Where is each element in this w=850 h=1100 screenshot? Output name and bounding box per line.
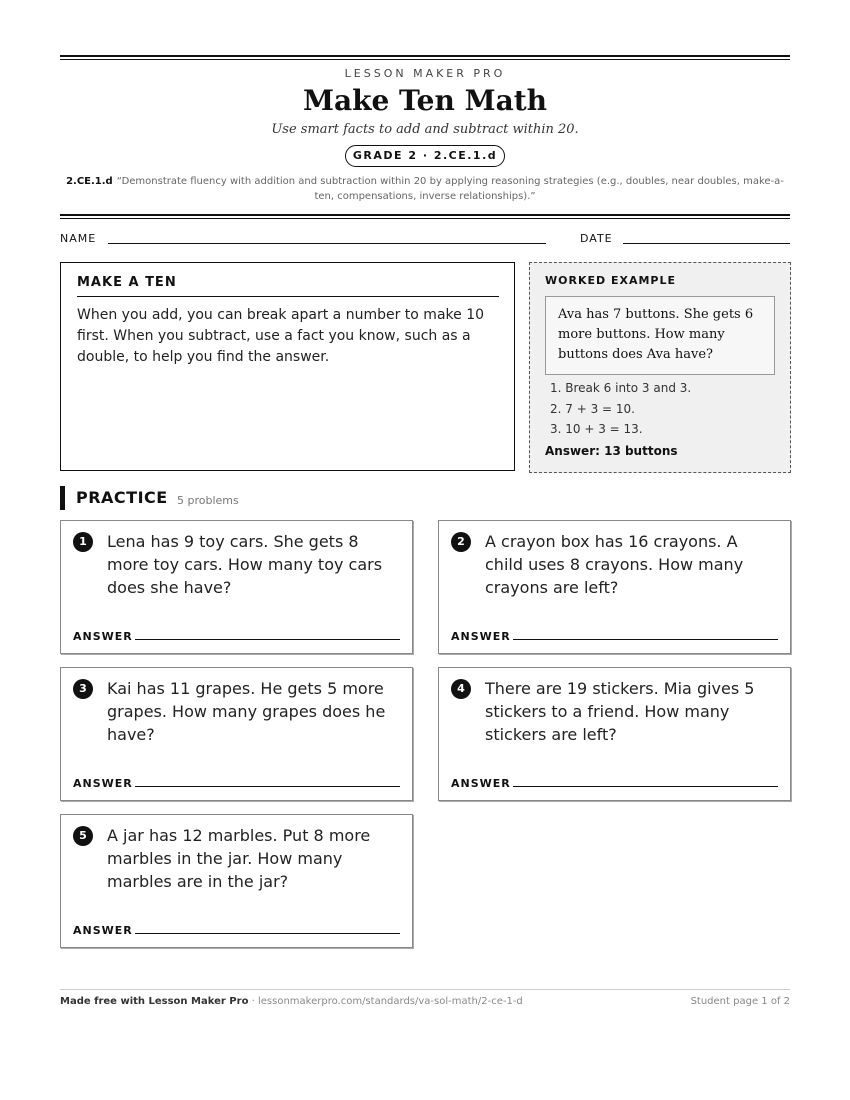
problem-number: 2 <box>451 532 471 552</box>
header-bottom-rule <box>60 214 790 216</box>
answer-label: ANSWER <box>451 777 511 790</box>
worked-example-heading: WORKED EXAMPLE <box>545 274 676 287</box>
worked-example-question: Ava has 7 buttons. She gets 6 more buttons. How many buttons does Ava have? <box>545 296 775 375</box>
answer-label: ANSWER <box>73 777 133 790</box>
answer-field[interactable] <box>135 786 400 787</box>
header-bottom-rule-thin <box>60 218 790 219</box>
answer-field[interactable] <box>135 933 400 934</box>
practice-title: PRACTICE <box>76 488 168 507</box>
problem-number: 1 <box>73 532 93 552</box>
footer-url[interactable]: · lessonmakerpro.com/standards/va-sol-math/2-ce-1-d <box>248 996 523 1007</box>
footer-page-number: Student page 1 of 2 <box>690 996 790 1007</box>
worked-example-answer: Answer: 13 buttons <box>545 444 678 458</box>
worked-example-step: 1. Break 6 into 3 and 3. <box>550 381 692 395</box>
top-rule-thin <box>60 59 790 60</box>
problem-text: There are 19 stickers. Mia gives 5 stickers to a friend. How many stickers are left? <box>485 679 755 744</box>
date-field[interactable] <box>623 243 790 244</box>
footer-made-with: Made free with Lesson Maker Pro <box>60 996 249 1007</box>
problem-card-5 <box>60 814 413 948</box>
make-a-ten-box <box>60 262 515 471</box>
page-subtitle: Use smart facts to add and subtract within 20. <box>271 122 579 137</box>
answer-field[interactable] <box>513 786 778 787</box>
standard-code: 2.CE.1.d <box>66 176 113 187</box>
footer-rule <box>60 989 790 990</box>
practice-count: 5 problems <box>177 494 239 507</box>
answer-field[interactable] <box>513 639 778 640</box>
answer-label: ANSWER <box>73 630 133 643</box>
problem-text: A jar has 12 marbles. Put 8 more marbles in the jar. How many marbles are in the jar? <box>107 826 371 891</box>
answer-field[interactable] <box>135 639 400 640</box>
make-a-ten-body: When you add, you can break apart a number to make 10 first. When you subtract, use a fact you know, such as a double, to help you find the answer. <box>77 307 485 365</box>
name-field[interactable] <box>108 243 546 244</box>
problem-text: Kai has 11 grapes. He gets 5 more grapes. How many grapes does he have? <box>107 679 386 744</box>
worked-example-step: 3. 10 + 3 = 13. <box>550 422 643 436</box>
problem-text: Lena has 9 toy cars. She gets 8 more toy cars. How many toy cars does she have? <box>107 532 383 597</box>
answer-label: ANSWER <box>451 630 511 643</box>
problem-number: 5 <box>73 826 93 846</box>
name-label: NAME <box>60 232 97 245</box>
worked-example-box <box>529 262 791 473</box>
problem-card-4 <box>438 667 791 801</box>
date-label: DATE <box>580 232 613 245</box>
problem-card-2 <box>438 520 791 654</box>
footer-credit <box>60 996 523 1007</box>
make-a-ten-heading: MAKE A TEN <box>77 275 499 297</box>
problem-card-1 <box>60 520 413 654</box>
problem-number: 3 <box>73 679 93 699</box>
standard-text: “Demonstrate fluency with addition and subtraction within 20 by applying reasoning strategies (e.g., doubles, near doubles, make-a-ten, compensations, inverse relationships).” <box>116 176 784 202</box>
top-rule <box>60 55 790 57</box>
grade-badge: GRADE 2 · 2.CE.1.d <box>345 145 505 167</box>
problem-text: A crayon box has 16 crayons. A child uses 8 crayons. How many crayons are left? <box>485 532 744 597</box>
standard-description <box>60 174 790 204</box>
page-title: Make Ten Math <box>302 84 548 117</box>
worked-example-step: 2. 7 + 3 = 10. <box>550 401 635 416</box>
answer-label: ANSWER <box>73 924 133 937</box>
problem-number: 4 <box>451 679 471 699</box>
brand-name: LESSON MAKER PRO <box>344 67 506 80</box>
practice-accent-bar <box>60 486 65 510</box>
worked-example-steps <box>550 378 691 440</box>
problem-card-3 <box>60 667 413 801</box>
